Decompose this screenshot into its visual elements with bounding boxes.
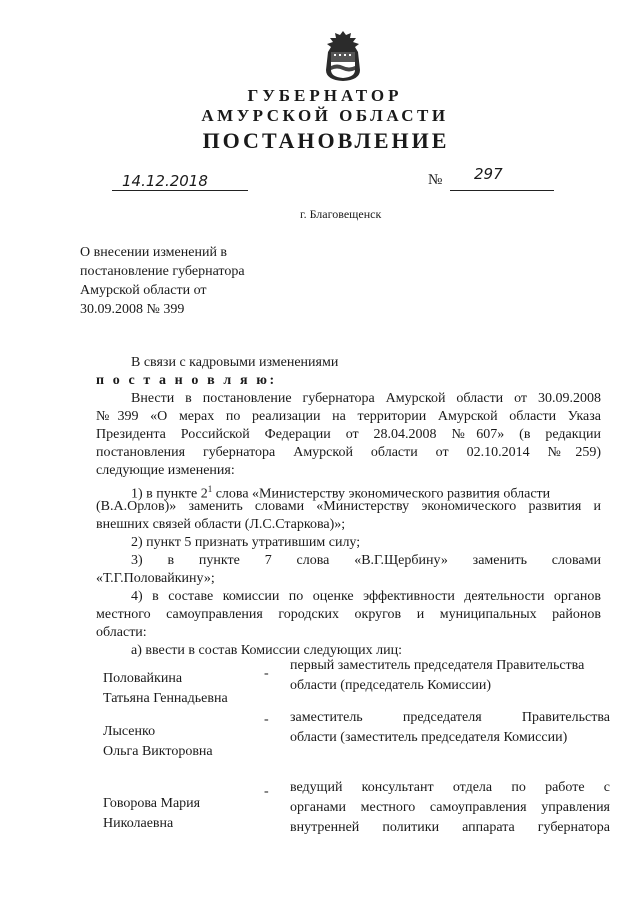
item-text-b: слова «Министерству экономического развития области xyxy=(212,486,551,502)
item-3-line-1: 3) в пункте 7 слова «В.Г.Щербину» заменить словами xyxy=(131,553,601,568)
number-sign: № xyxy=(428,172,443,188)
document-number: 297 xyxy=(474,165,503,183)
paragraph-line: (В.А.Орлов)» заменить словами «Министерству экономического развития и xyxy=(96,499,601,514)
item-4a: а) ввести в состав Комиссии следующих лиц: xyxy=(131,643,402,658)
member-name xyxy=(103,722,213,762)
paragraph-line: Президента Российской Федерации от 28.04.2008 №607» (в редакции xyxy=(96,427,601,442)
item-3-line-2: «Т.Г.Половайкину»; xyxy=(96,571,215,586)
item-text-a: 1) в пункте 2 xyxy=(131,486,208,502)
member-position xyxy=(290,708,610,748)
item-4-line-1: 4) в составе комиссии по оценке эффективности деятельности органов xyxy=(131,589,601,604)
number-underline xyxy=(450,190,554,191)
paragraph-line: следующие изменения: xyxy=(96,463,235,478)
position-line: органами местного самоуправления управления xyxy=(290,800,610,815)
member-dash: - xyxy=(264,712,269,727)
intro-text: В связи с кадровыми изменениями xyxy=(131,355,339,370)
position-line: области (председатель Комиссии) xyxy=(290,678,491,693)
coat-of-arms-icon xyxy=(322,30,364,82)
member-name xyxy=(103,669,228,709)
paragraph-line: постановления губернатора Амурской области от 02.10.2014 №259) xyxy=(96,445,601,460)
header-region: АМУРСКОЙ ОБЛАСТИ xyxy=(201,106,449,125)
member-given-names: Татьяна Геннадьевна xyxy=(103,691,228,706)
title-line: О внесении изменений в xyxy=(80,245,228,260)
member-dash: - xyxy=(264,784,269,799)
paragraph-line: внешних связей области (Л.С.Старкова)»; xyxy=(96,517,346,532)
paragraph-line: Внести в постановление губернатора Амурской области от 30.09.2008 xyxy=(131,391,601,406)
item-4-line-2: местного самоуправления городских округов и муниципальных районов xyxy=(96,607,601,622)
member-position xyxy=(290,656,610,696)
member-surname: Лысенко xyxy=(103,724,156,739)
member-surname: Половайкина xyxy=(103,671,183,686)
member-position xyxy=(290,778,610,838)
position-line: ведущий консультант отдела по работе с xyxy=(290,780,610,795)
item-4-line-3: области: xyxy=(96,625,147,640)
position-line: внутренней политики аппарата губернатора xyxy=(290,820,610,835)
member-given-names: Ольга Викторовна xyxy=(103,744,213,759)
title-line: постановление губернатора xyxy=(80,264,245,279)
decree-word: п о с т а н о в л я ю: xyxy=(96,373,277,388)
title-line: 30.09.2008 № 399 xyxy=(80,302,185,317)
position-line: области (заместитель председателя Комиссии) xyxy=(290,730,568,745)
document-date: 14.12.2018 xyxy=(122,172,208,190)
member-given-names: Николаевна xyxy=(103,816,174,831)
date-underline xyxy=(112,190,248,191)
member-dash: - xyxy=(264,666,269,681)
position-line: заместитель председателя Правительства xyxy=(290,710,610,725)
position-line: первый заместитель председателя Правительства xyxy=(290,658,585,673)
header-doc-type: ПОСТАНОВЛЕНИЕ xyxy=(202,128,450,153)
header-governor: ГУБЕРНАТОР xyxy=(247,86,403,105)
title-line: Амурской области от xyxy=(80,283,207,298)
superscript: 1 xyxy=(207,484,213,494)
document-title xyxy=(80,243,245,319)
member-surname: Говорова Мария xyxy=(103,796,201,811)
city: г. Благовещенск xyxy=(300,207,382,221)
member-name xyxy=(103,794,200,834)
item-2: 2) пункт 5 признать утратившим силу; xyxy=(131,535,361,550)
paragraph-line: №399 «О мерах по реализации на территории Амурской области Указа xyxy=(96,409,601,424)
